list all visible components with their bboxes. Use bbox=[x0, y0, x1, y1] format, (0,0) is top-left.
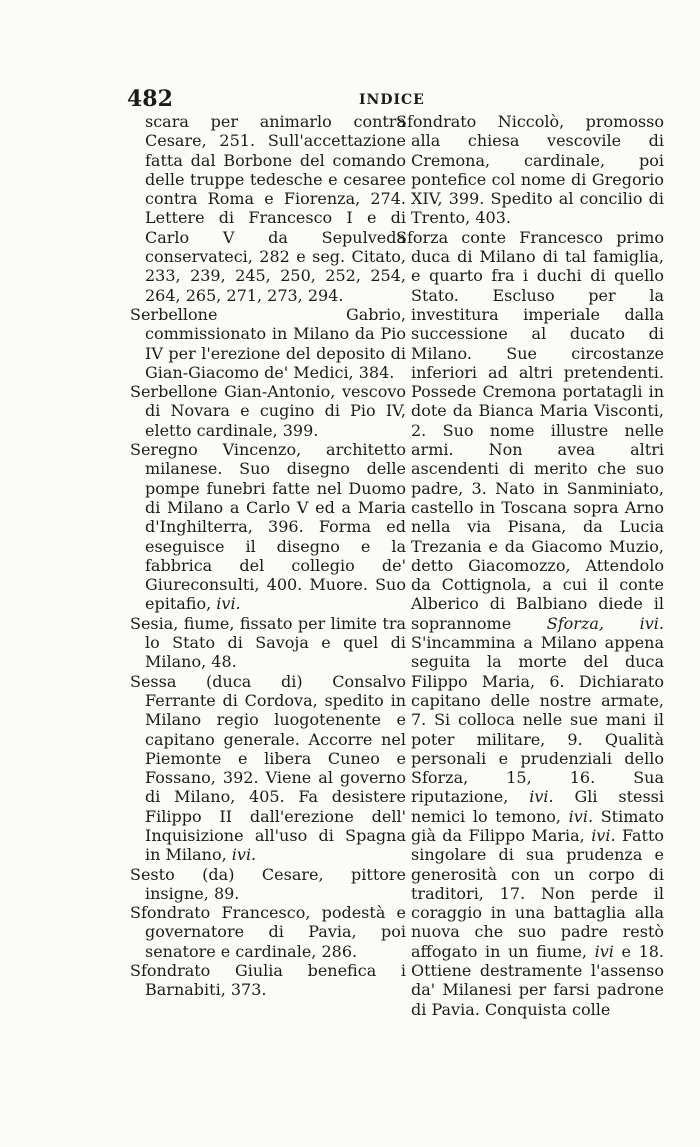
right-column bbox=[396, 112, 664, 1019]
running-head: INDICE bbox=[359, 92, 425, 108]
index-entry: Serbellone Gabrio, commissionato in Milano da Pio IV per l'erezione del deposito di Gian-Giacomo de' Medici, 384. bbox=[130, 304, 406, 382]
index-entry: Sfondrato Francesco, podestà e governatore di Pavia, poi senatore e cardinale, 286. bbox=[130, 903, 406, 961]
left-column bbox=[130, 112, 406, 1000]
page-number: 482 bbox=[127, 86, 173, 112]
index-entry: Sfondrato Niccolò, promosso alla chiesa vescovile di Cremona, cardinale, poi pontefice col nome di Gregorio XIV, 399. Spedito al concilio di Trento, 403. bbox=[396, 112, 664, 228]
index-entry: Sesia, fiume, fissato per limite tra lo Stato di Savoja e quel di Milano, 48. bbox=[130, 613, 406, 672]
index-entry: scara per animarlo contra Cesare, 251. Sull'accettazione fatta dal Borbone del comando delle truppe tedesche e cesaree contra Roma e Fiorenza, 274. Lettere di Francesco I e di Carlo V da Sepulveda conservateci, 282 e seg. Citato, 233, 239, 245, 250, 252, 254, 264, 265, 271, 273, 294. bbox=[145, 112, 406, 305]
index-entry: Serbellone Gian-Antonio, vescovo di Novara e cugino di Pio IV, eletto cardinale, 399. bbox=[130, 382, 406, 440]
index-entry: Sessa (duca di) Consalvo Ferrante di Cordova, spedito in Milano regio luogotenente e capitano generale. Accorre nel Piemonte e libera Cuneo e Fossano, 392. Viene al governo di Milano, 405. Fa desistere Filippo II dall'erezione dell' Inquisizione all'uso di Spagna in Milano, ivi. bbox=[130, 671, 406, 865]
index-entry: Sesto (da) Cesare, pittore insigne, 89. bbox=[130, 864, 406, 903]
page-header bbox=[127, 86, 425, 112]
index-entry: Sfondrato Giulia benefica i Barnabiti, 373. bbox=[130, 961, 406, 1000]
index-entry: Seregno Vincenzo, architetto milanese. Suo disegno delle pompe funebri fatte nel Duomo di Milano a Carlo V ed a Maria d'Inghilterra, 396. Forma ed eseguisce il disegno e la fabbrica del collegio de' Giureconsulti, 400. Muore. Suo epitafio, ivi. bbox=[130, 440, 406, 614]
index-entry: Sforza conte Francesco primo duca di Milano di tal famiglia, e quarto fra i duchi di quello Stato. Escluso per la investitura imperiale dalla successione al ducato di Milano. Sue circostanze inferiori ad altri pretendenti. Possede Cremona portatagli in dote da Bianca Maria Visconti, 2. Suo nome illustre nelle armi. Non avea altri ascendenti di merito che suo padre, 3. Nato in Sanminiato, castello in Toscana sopra Arno nella via Pisana, da Lucia Trezania e da Giacomo Muzio, detto Giacomozzo, Attendolo da Cottignola, a cui il conte Alberico di Balbiano diede il soprannome Sforza, ivi. S'incammina a Milano appena seguita la morte del duca Filippo Maria, 6. Dichiarato capitano delle nostre armate, 7. Si colloca nelle sue mani il poter militare, 9. Qualità personali e prudenziali dello Sforza, 15, 16. Sua riputazione, ivi. Gli stessi nemici lo temono, ivi. Stimato già da Filippo Maria, ivi. Fatto singolare di sua prudenza e generosità con un corpo di traditori, 17. Non perde il coraggio in una battaglia alla nuova che suo padre restò affogato in un fiume, ivi e 18. Ottiene destramente l'assenso da' Milanesi per farsi padrone di Pavia. Conquista colle bbox=[396, 227, 665, 1019]
